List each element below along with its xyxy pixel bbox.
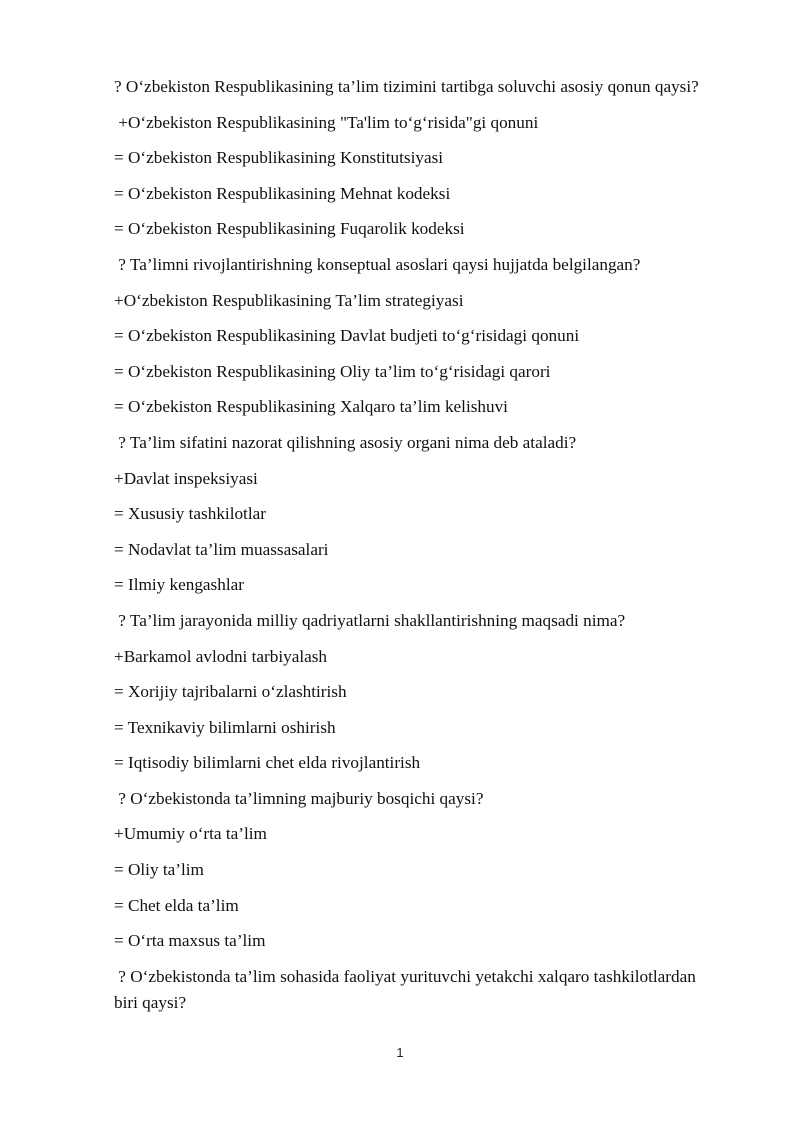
correct-answer-line: +O‘zbekiston Respublikasining "Ta'lim to‘g‘risida"gi qonuni: [114, 112, 539, 132]
question-line: ? O‘zbekiston Respublikasining ta’lim tizimini tartibga soluvchi asosiy qonun qaysi?: [114, 77, 699, 96]
answer-option-line: = Texnikaviy bilimlarni oshirish: [114, 717, 336, 737]
answer-option-line: = O‘zbekiston Respublikasining Oliy ta’lim to‘g‘risidagi qarori: [114, 361, 551, 381]
correct-answer-line: +Davlat inspeksiyasi: [114, 468, 258, 488]
document-body: [114, 74, 714, 1025]
answer-option-line: = O‘rta maxsus ta’lim: [114, 931, 266, 951]
answer-option-line: = Ilmiy kengashlar: [114, 575, 244, 595]
answer-option-line: = O‘zbekiston Respublikasining Davlat budjeti to‘g‘risidagi qonuni: [114, 326, 580, 346]
answer-option-line: = Iqtisodiy bilimlarni chet elda rivojlantirish: [114, 753, 421, 773]
answer-option-line: = Xorijiy tajribalarni o‘zlashtirish: [114, 682, 347, 702]
correct-answer-line: +O‘zbekiston Respublikasining Ta’lim strategiyasi: [114, 290, 464, 310]
question-line: ? O‘zbekistonda ta’limning majburiy bosqichi qaysi?: [114, 788, 484, 808]
answer-option-line: = Xususiy tashkilotlar: [114, 504, 266, 524]
answer-option-line: = Oliy ta’lim: [114, 860, 204, 880]
question-line: ? Ta’lim sifatini nazorat qilishning asosiy organi nima deb ataladi?: [114, 432, 577, 452]
question-line: ? O‘zbekistonda ta’lim sohasida faoliyat yurituvchi yetakchi xalqaro tashkilotlardan biri qaysi?: [114, 966, 701, 1012]
correct-answer-line: +Barkamol avlodni tarbiyalash: [114, 646, 328, 666]
question-line: ? Ta’limni rivojlantirishning konseptual asoslari qaysi hujjatda belgilangan?: [114, 254, 641, 274]
answer-option-line: = O‘zbekiston Respublikasining Fuqarolik kodeksi: [114, 219, 465, 239]
question-line: ? Ta’lim jarayonida milliy qadriyatlarni shakllantirishning maqsadi nima?: [114, 610, 626, 630]
answer-option-line: = O‘zbekiston Respublikasining Xalqaro ta’lim kelishuvi: [114, 397, 508, 417]
answer-option-line: = Chet elda ta’lim: [114, 895, 239, 915]
answer-option-line: = O‘zbekiston Respublikasining Konstitutsiyasi: [114, 148, 444, 168]
page-number: 1: [396, 1045, 404, 1060]
answer-option-line: = Nodavlat ta’lim muassasalari: [114, 539, 329, 559]
answer-option-line: = O‘zbekiston Respublikasining Mehnat kodeksi: [114, 183, 451, 203]
correct-answer-line: +Umumiy o‘rta ta’lim: [114, 824, 267, 844]
